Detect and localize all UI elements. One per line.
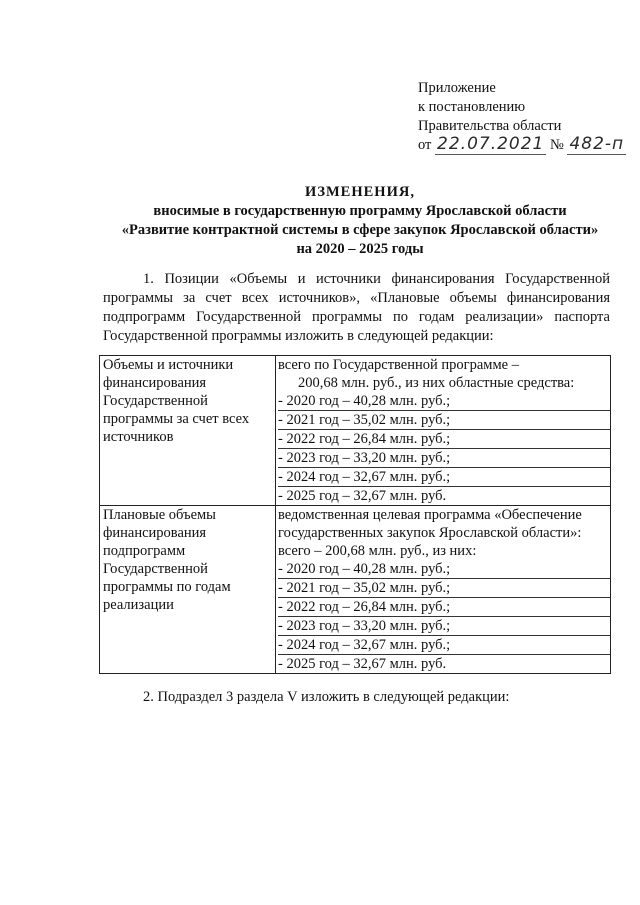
document-title [100,183,620,259]
row1-line-1: всего по Государственной программе – [278,357,519,373]
row2-line-1: ведомственная целевая программа «Обеспечение [278,507,582,523]
title-main: ИЗМЕНЕНИЯ, [305,184,415,200]
handwritten-number: 482-п [569,134,625,154]
row1-value [276,356,611,506]
appendix-line-2: к постановлению [418,99,526,115]
row2-year-2023: - 2023 год – 33,20 млн. руб.; [278,616,610,635]
table-row [100,506,611,674]
from-label: от [418,137,432,153]
title-line-3: «Развитие контрактной системы в сфере закупок Ярославской области» [121,222,599,238]
row2-year-2025: - 2025 год – 32,67 млн. руб. [278,654,610,673]
row1-year-2024: - 2024 год – 32,67 млн. руб.; [278,467,610,486]
row1-year-2025: - 2025 год – 32,67 млн. руб. [278,486,610,505]
appendix-block [418,79,626,155]
title-line-4: на 2020 – 2025 годы [296,241,424,257]
passport-table [99,355,611,674]
row2-line-2: государственных закупок Ярославской области»: [278,525,582,541]
row1-year-2020: - 2020 год – 40,28 млн. руб.; [278,393,451,409]
row2-value [276,506,611,674]
appendix-date-line [418,136,626,155]
row1-label: Объемы и источники финансирования Государственной программы за счет всех источников [100,356,276,506]
number-label: № [550,137,564,153]
paragraph-2: 2. Подраздел 3 раздела V изложить в следующей редакции: [143,689,510,705]
row1-year-2021: - 2021 год – 35,02 млн. руб.; [278,410,610,429]
row2-line-3: всего – 200,68 млн. руб., из них: [278,543,477,559]
title-line-2: вносимые в государственную программу Ярославской области [153,203,567,219]
row2-year-2024: - 2024 год – 32,67 млн. руб.; [278,635,610,654]
row2-year-2021: - 2021 год – 35,02 млн. руб.; [278,578,610,597]
row1-year-2023: - 2023 год – 33,20 млн. руб.; [278,448,610,467]
appendix-line-1: Приложение [418,80,496,96]
appendix-line-3: Правительства области [418,118,562,134]
paragraph-1: 1. Позиции «Объемы и источники финансирования Государственной программы за счет всех источников», «Плановые объемы финансирования подпрограмм Государственной программы по годам реализации» паспорта Государственной программы изложить в следующей редакции: [103,271,610,344]
handwritten-date: 22.07.2021 [437,134,545,154]
table-row [100,356,611,506]
row1-year-2022: - 2022 год – 26,84 млн. руб.; [278,429,610,448]
row2-year-2022: - 2022 год – 26,84 млн. руб.; [278,597,610,616]
row2-year-2020: - 2020 год – 40,28 млн. руб.; [278,561,451,577]
row1-line-2: 200,68 млн. руб., из них областные средства: [298,375,575,391]
row2-label: Плановые объемы финансирования подпрограмм Государственной программы по годам реализации [100,506,276,674]
